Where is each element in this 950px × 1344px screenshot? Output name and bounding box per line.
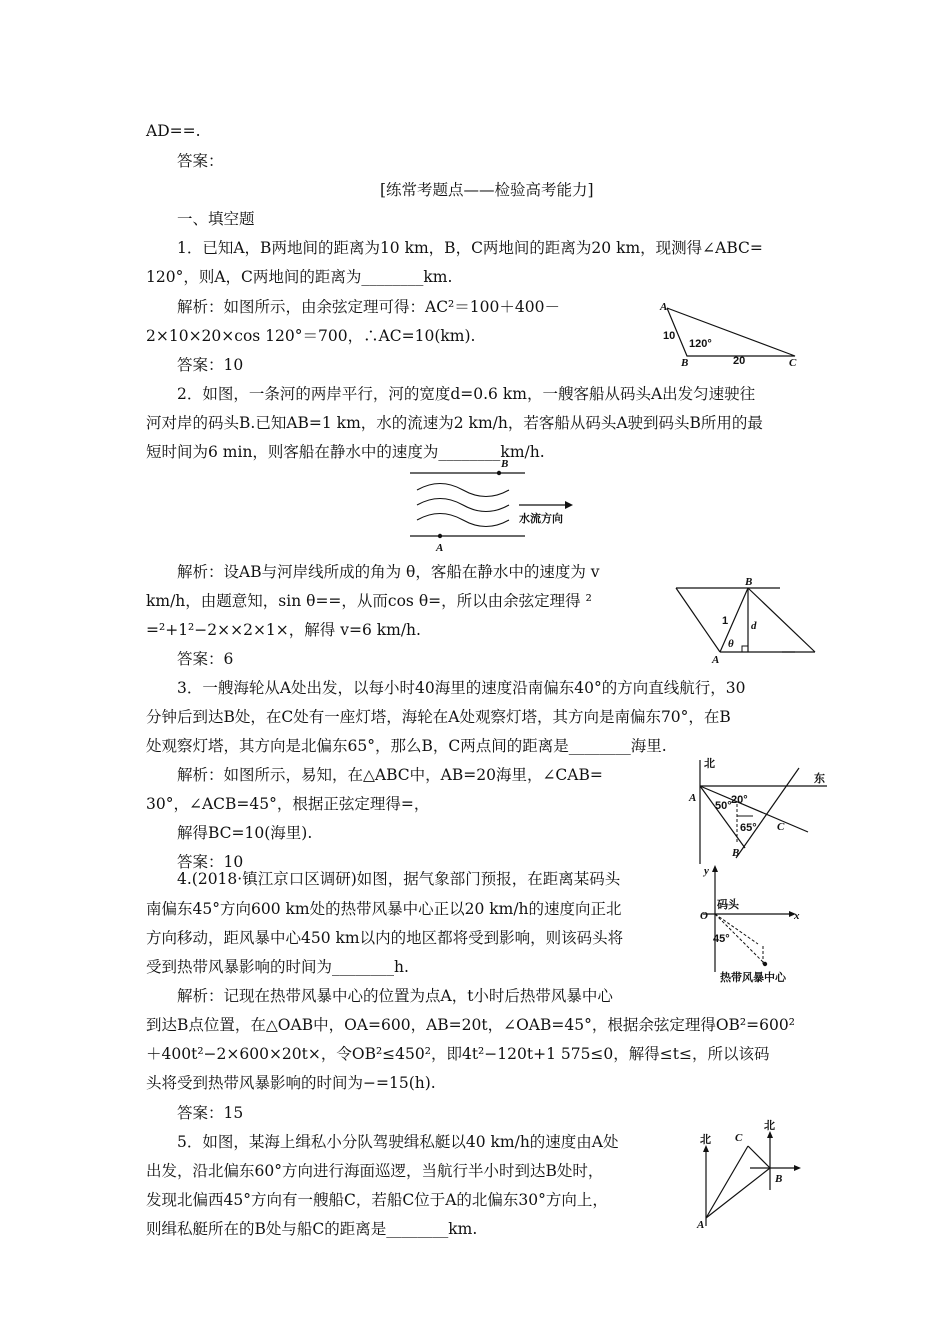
q2-fig1-b: B [501, 458, 509, 470]
q4-fig-angle: 45° [713, 933, 730, 945]
q5-line-3: 发现北偏西45°方向有一艘船C，若船C位于A的北偏东30°方向上， [146, 1191, 608, 1209]
q4-fig-storm: 热带风暴中心 [720, 972, 786, 984]
q3-line-3: 处观察灯塔，其方向是北偏东65°，那么B，C两点间的距离是________海里. [146, 737, 667, 755]
q4-storm-figure [695, 862, 815, 987]
q5-fig-north-b: 北 [764, 1120, 775, 1132]
q3-line-1: 3．一艘海轮从A处出发，以每小时40海里的速度沿南偏东40°的方向直线航行，30 [177, 679, 746, 697]
q4-line-2: 南偏东45°方向600 km处的热带风暴中心正以20 km/h的速度向正北 [146, 900, 622, 918]
q5-line-4: 则缉私艇所在的B处与船C的距离是________km. [146, 1220, 478, 1238]
q4-line-4: 受到热带风暴影响的时间为________h. [146, 958, 409, 976]
q4-solution-2: 到达B点位置，在△OAB中，OA=600，AB=20t，∠OAB=45°，根据余弦定理得OB²=600² [146, 1016, 795, 1034]
q2-river-figure [405, 455, 590, 555]
q4-line-3: 方向移动，距风暴中心450 km以内的地区都将受到影响，则该码头将 [146, 929, 624, 947]
ad-line: AD==. [146, 122, 201, 140]
q1-fig-side-ab: 10 [663, 330, 676, 342]
q2-solution-1: 解析：设AB与河岸线所成的角为 θ，客船在静水中的速度为 v [177, 563, 600, 581]
q2-fig2-one: 1 [722, 615, 729, 627]
q2-fig2-b: B [745, 576, 753, 588]
q4-solution-1: 解析：记现在热带风暴中心的位置为点A，t小时后热带风暴中心 [177, 987, 613, 1005]
q2-answer: 答案：6 [177, 650, 234, 668]
q4-fig-x: x [794, 910, 800, 922]
q3-answer: 答案：10 [177, 853, 244, 871]
q1-fig-c: C [789, 357, 797, 366]
q3-fig-a: A [689, 792, 697, 804]
q2-fig1-flow: 水流方向 [519, 513, 563, 525]
q3-fig-20: 20° [731, 794, 748, 806]
q5-fig-north-a: 北 [700, 1134, 711, 1146]
q3-fig-65: 65° [740, 822, 757, 834]
part-title: 一、填空题 [177, 210, 255, 228]
q1-solution-1: 解析：如图所示，由余弦定理可得：AC²＝100＋400－ [177, 298, 560, 316]
q3-solution-1: 解析：如图所示，易知，在△ABC中，AB=20海里，∠CAB= [177, 766, 603, 784]
q2-line-2: 河对岸的码头B.已知AB=1 km，水的流速为2 km/h，若客船从码头A驶到码头B所用的最 [146, 414, 763, 432]
q1-fig-a: A [660, 301, 668, 313]
q2-fig2-a: A [712, 654, 720, 664]
q1-fig-side-bc: 20 [733, 355, 746, 366]
q1-line-1: 1．已知A，B两地间的距离为10 km，B，C两地间的距离为20 km，现测得∠ABC= [177, 239, 763, 257]
q2-fig1-a: A [436, 542, 444, 554]
q2-line-1: 2．如图，一条河的两岸平行，河的宽度d=0.6 km，一艘客船从码头A出发匀速驶往 [177, 385, 756, 403]
q2-solution-3: =²+1²−2××2×1×，解得 v=6 km/h. [146, 621, 421, 639]
q5-line-1: 5．如图，某海上缉私小分队驾驶缉私艇以40 km/h的速度由A处 [177, 1133, 619, 1151]
q4-solution-3: ＋400t²−2×600×20t×，令OB²≤450²，即4t²−120t+1 575≤0，解得≤t≤，所以该码 [146, 1045, 770, 1063]
q5-bearing-figure [688, 1118, 808, 1230]
q3-fig-c: C [777, 821, 785, 833]
q1-triangle-figure [655, 296, 805, 366]
q5-fig-b: B [775, 1173, 783, 1185]
q2-fig2-theta: θ [728, 638, 734, 650]
section-header: [练常考题点——检验高考能力] [380, 181, 594, 199]
q1-fig-angle: 120° [689, 338, 712, 350]
q4-fig-dock: 码头 [717, 899, 739, 911]
q3-fig-east: 东 [814, 773, 825, 785]
q5-fig-c: C [735, 1132, 743, 1144]
q3-solution-2: 30°，∠ACB=45°，根据正弦定理得=， [146, 795, 430, 813]
q2-fig2-d: d [751, 620, 757, 632]
q1-fig-b: B [681, 357, 689, 366]
q4-fig-y: y [704, 865, 709, 877]
q3-fig-50: 50° [715, 800, 732, 812]
q1-answer: 答案：10 [177, 356, 244, 374]
q4-fig-o: O [700, 910, 708, 922]
q3-bearing-figure [683, 756, 828, 868]
q4-answer: 答案：15 [177, 1104, 244, 1122]
q5-line-2: 出发，沿北偏东60°方向进行海面巡逻，当航行半小时到达B处时， [146, 1162, 604, 1180]
q4-solution-4: 头将受到热带风暴影响的时间为−=15(h). [146, 1074, 436, 1092]
q2-line-3: 短时间为6 min，则客船在静水中的速度为________km/h. [146, 443, 545, 461]
q1-solution-2: 2×10×20×cos 120°＝700，∴AC=10(km). [146, 327, 476, 345]
q1-line-2: 120°，则A，C两地间的距离为________km. [146, 268, 453, 286]
q5-fig-a: A [697, 1219, 705, 1230]
q3-solution-3: 解得BC=10(海里). [177, 824, 313, 842]
q3-line-2: 分钟后到达B处，在C处有一座灯塔，海轮在A处观察灯塔，其方向是南偏东70°，在B [146, 708, 731, 726]
q2-parallelogram-figure [670, 574, 820, 664]
q4-line-1: 4.(2018·镇江京口区调研)如图，据气象部门预报，在距离某码头 [177, 870, 621, 888]
q3-fig-north: 北 [704, 758, 715, 770]
q2-solution-2: km/h，由题意知，sin θ==，从而cos θ=，所以由余弦定理得 ² [146, 592, 592, 610]
answer-label: 答案： [177, 152, 224, 170]
q3-fig-b: B [732, 847, 740, 859]
